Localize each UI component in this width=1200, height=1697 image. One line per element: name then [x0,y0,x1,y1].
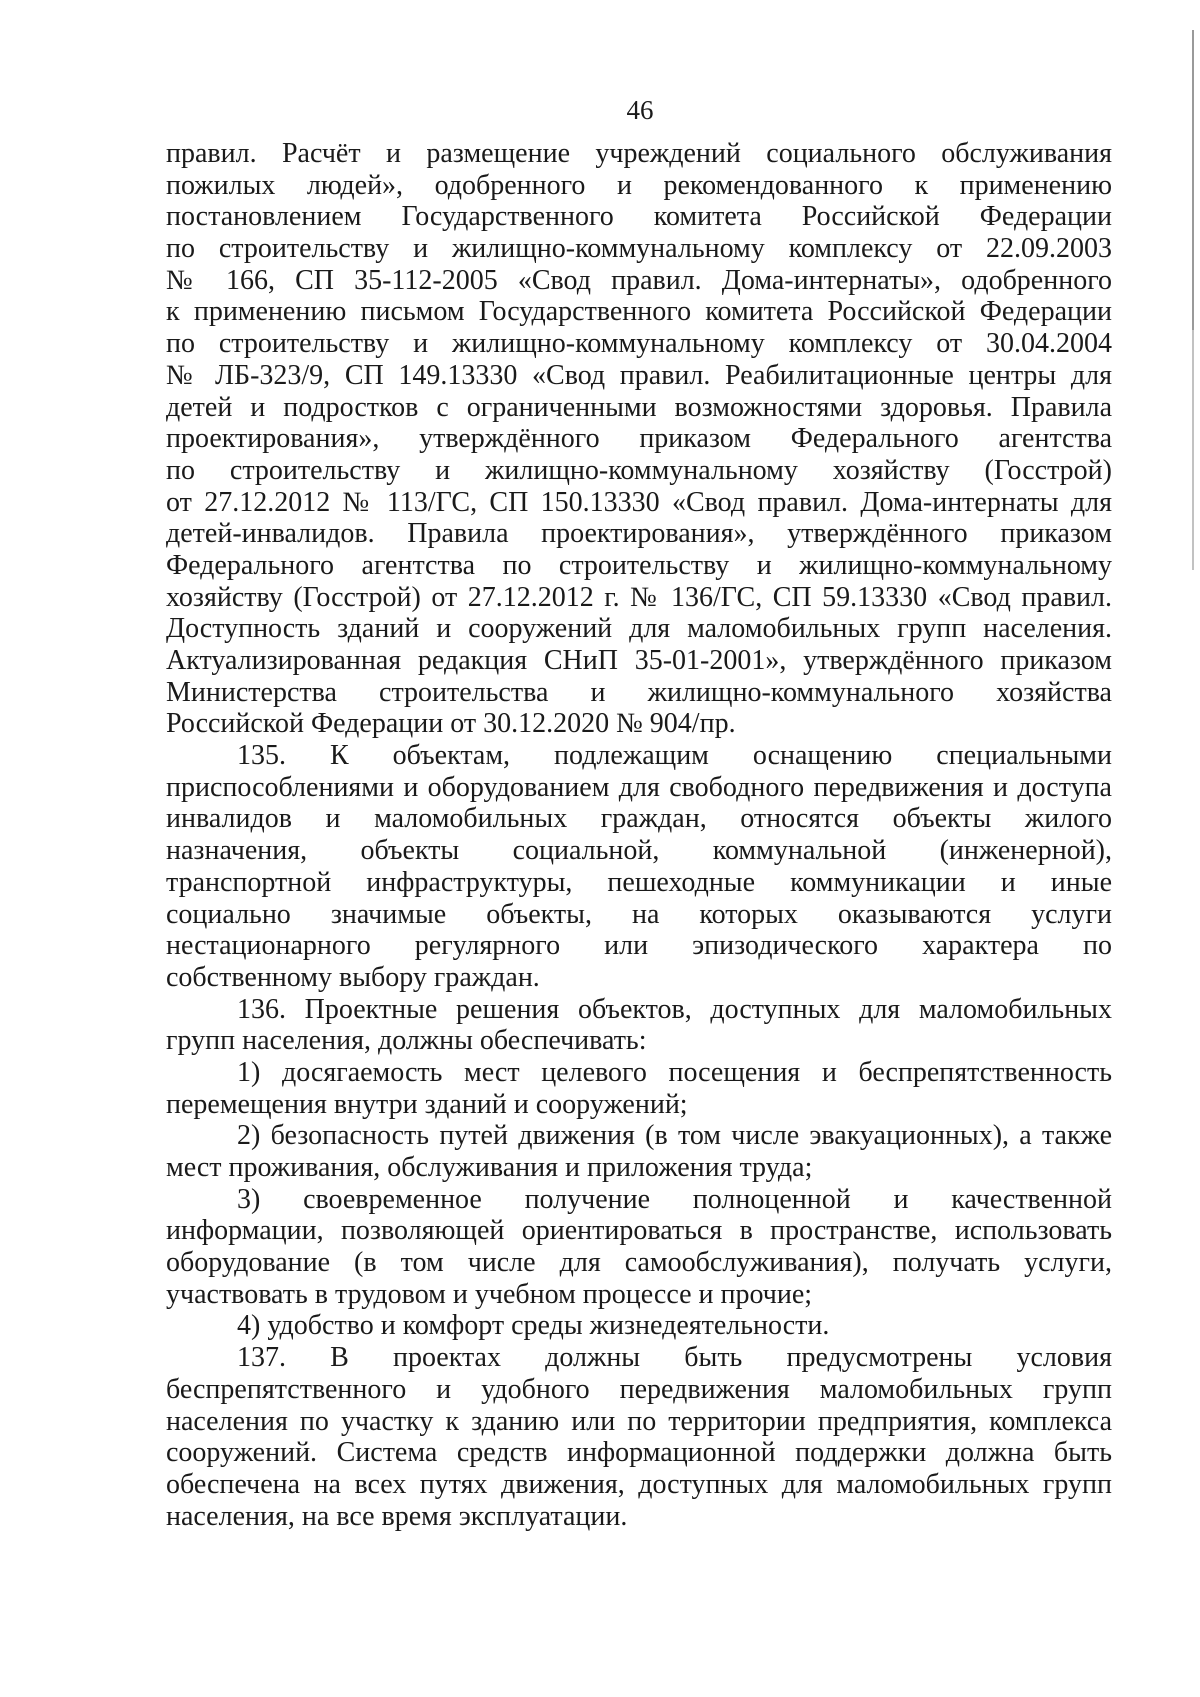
text-line: 1) досягаемость мест целевого посещения и беспрепятственность [237,1056,1112,1088]
text-line: хозяйству (Госстрой) от 27.12.2012 г. № 136/ГС, СП 59.13330 «Свод правил. [166,581,1112,613]
text-line: по строительству и жилищно-коммунальному хозяйству (Госстрой) [166,454,1112,486]
text-line: по строительству и жилищно-коммунальному комплексу от 30.04.2004 [166,328,1112,360]
text-line: 3) своевременное получение полноценной и качественной [237,1183,1112,1215]
text-line: 136. Проектные решения объектов, доступных для маломобильных [237,993,1112,1025]
text-line: № 166, СП 35-112-2005 «Свод правил. Дома-интернаты», одобренного [166,264,1112,296]
text-line: транспортной инфраструктуры, пешеходные коммуникации и иные [166,866,1112,898]
text-line: назначения, объекты социальной, коммунальной (инженерной), [166,835,1112,867]
text-line: 135. К объектам, подлежащим оснащению специальными [237,740,1112,772]
text-line: от 27.12.2012 № 113/ГС, СП 150.13330 «Свод правил. Дома-интернаты для [166,486,1112,518]
text-line: 137. В проектах должны быть предусмотрены условия [237,1342,1112,1374]
text-line: мест проживания, обслуживания и приложения труда; [166,1152,813,1183]
scan-edge-mark [1192,330,1194,570]
text-line: перемещения внутри зданий и сооружений; [166,1088,688,1120]
text-line: населения, на все время эксплуатации. [166,1500,628,1532]
text-line: участвовать в трудовом и учебном процессе и прочие; [166,1278,813,1310]
text-line: информации, позволяющей ориентироваться в пространстве, использовать [166,1215,1112,1247]
text-line: беспрепятственного и удобного передвижения маломобильных групп [166,1373,1112,1405]
text-line: проектирования», утверждённого приказом Федерального агентства [166,423,1112,455]
text-line: пожилых людей», одобренного и рекомендованного к применению [166,169,1112,201]
text-line: Федерального агентства по строительству и жилищно-коммунальному [166,549,1112,581]
text-line: сооружений. Система средств информационной поддержки должна быть [166,1437,1112,1469]
text-line: Российской Федерации от 30.12.2020 № 904/пр. [166,708,736,740]
text-line: к применению письмом Государственного комитета Российской Федерации [166,296,1112,328]
text-line: групп населения, должны обеспечивать: [166,1025,647,1057]
text-line: Актуализированная редакция СНиП 35-01-2001», утверждённого приказом [166,645,1112,676]
text-line: по строительству и жилищно-коммунальному комплексу от 22.09.2003 [166,233,1112,265]
text-line: Доступность зданий и сооружений для маломобильных групп населения. [166,613,1112,645]
text-line: нестационарного регулярного или эпизодического характера по [166,930,1112,962]
text-line: приспособлениями и оборудованием для свободного передвижения и доступа [166,771,1112,803]
text-line: собственному выбору граждан. [166,961,540,993]
text-line: инвалидов и маломобильных граждан, относятся объекты жилого [166,803,1112,835]
text-line: населения по участку к зданию или по территории предприятия, комплекса [166,1405,1112,1437]
text-line: 2) безопасность путей движения (в том числе эвакуационных), а также [237,1120,1112,1152]
text-line: правил. Расчёт и размещение учреждений социального обслуживания [166,138,1112,169]
text-line: № ЛБ-323/9, СП 149.13330 «Свод правил. Реабилитационные центры для [166,359,1112,391]
text-line: социально значимые объекты, на которых оказываются услуги [166,898,1112,930]
page-number: 46 [626,95,654,125]
text-line: обеспечена на всех путях движения, доступных для маломобильных групп [166,1468,1112,1500]
text-line: 4) удобство и комфорт среды жизнедеятельности. [237,1310,830,1342]
text-line: постановлением Государственного комитета Российской Федерации [166,201,1112,233]
text-line: Министерства строительства и жилищно-коммунального хозяйства [166,676,1112,708]
text-line: детей-инвалидов. Правила проектирования», утверждённого приказом [166,518,1112,550]
scan-edge-mark [1192,30,1194,330]
text-line: детей и подростков с ограниченными возможностями здоровья. Правила [166,391,1112,423]
document-text [166,138,1112,1532]
text-line: оборудование (в том числе для самообслуживания), получать услуги, [166,1247,1112,1279]
